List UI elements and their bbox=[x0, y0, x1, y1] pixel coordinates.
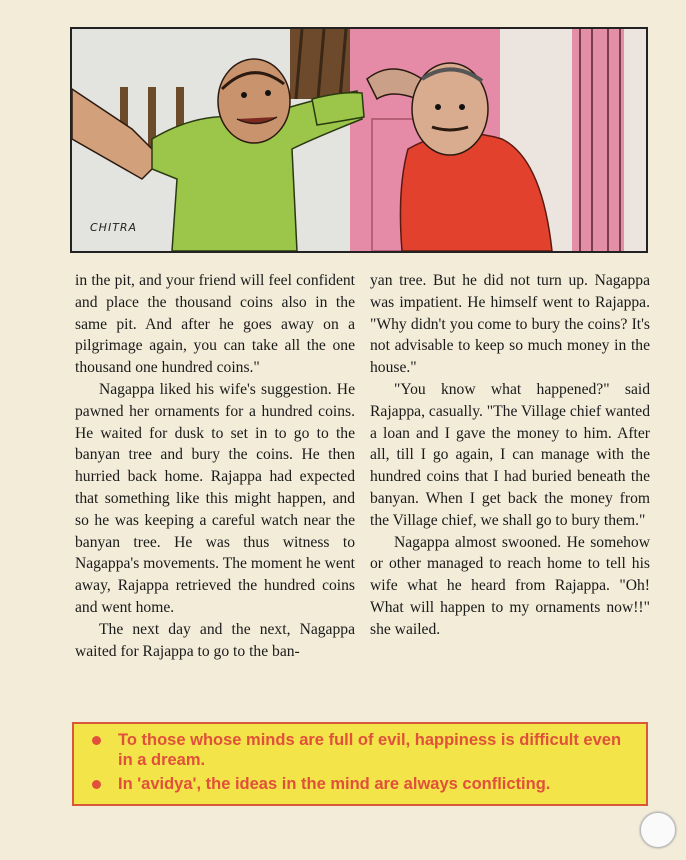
paragraph: Nagappa almost swooned. He somehow or other managed to reach home to tell his wife what he heard from Rajappa. "Oh! What will happen to my ornaments now!!" she wailed. bbox=[370, 533, 650, 638]
right-column bbox=[370, 270, 650, 641]
bullet-icon bbox=[92, 736, 101, 745]
paragraph: The next day and the next, Nagappa waited for Rajappa to go to the ban- bbox=[75, 620, 355, 660]
watermark-logo-icon bbox=[640, 812, 676, 848]
moral-item bbox=[88, 774, 636, 794]
artist-signature: CHITRA bbox=[90, 221, 138, 234]
story-illustration bbox=[70, 27, 648, 253]
bullet-icon bbox=[92, 780, 101, 789]
moral-text: To those whose minds are full of evil, happiness is difficult even in a dream. bbox=[118, 731, 622, 769]
paragraph: "You know what happened?" said Rajappa, casually. "The Village chief wanted a loan and I gave the money to him. After all, till I go again, I can manage with the hundred coins that I had buried beneath the banyan. When I get back the money from the Village chief, we shall go to bury them." bbox=[370, 380, 650, 529]
moral-item bbox=[88, 730, 636, 770]
story-text bbox=[75, 270, 650, 710]
moral-text: In 'avidya', the ideas in the mind are always conflicting. bbox=[118, 775, 551, 793]
paragraph: yan tree. But he did not turn up. Nagappa was impatient. He himself went to Rajappa. "Why didn't you come to bury the coins? It's not advisable to keep so much money in the house." bbox=[370, 272, 650, 377]
left-column bbox=[75, 270, 355, 662]
illustration-art bbox=[72, 29, 646, 251]
paragraph: Nagappa liked his wife's suggestion. He pawned her ornaments for a hundred coins. He waited for dusk to set in to go to the banyan tree and bury the coins. He then hurried back home. Rajappa had expected that something like this might happen, and so he was keeping a careful watch near the banyan tree. He was thus witness to Nagappa's movements. The moment he went away, Rajappa retrieved the hundred coins and went home. bbox=[75, 380, 355, 616]
moral-box bbox=[72, 722, 648, 806]
paragraph: in the pit, and your friend will feel confident and place the thousand coins also in the same pit. And after he goes away on a pilgrimage again, you can take all the one thousand one hundred coins." bbox=[75, 272, 355, 377]
